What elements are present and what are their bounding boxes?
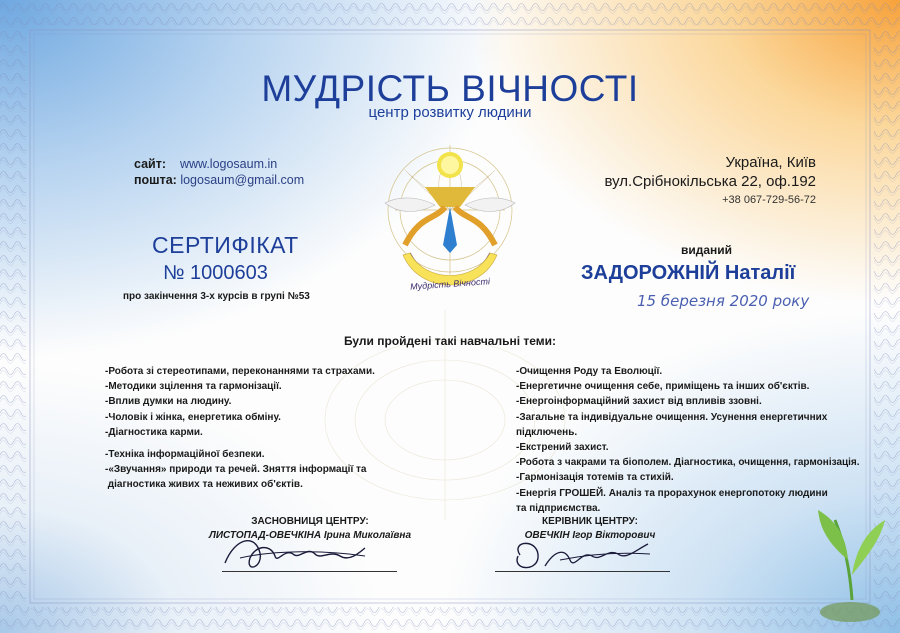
list-item: -Енергетичне очищення себе, приміщень та інших об'єктів.: [516, 381, 810, 393]
founder-role: ЗАСНОВНИЦЯ ЦЕНТРУ:: [251, 516, 369, 527]
director-role: КЕРІВНИК ЦЕНТРУ:: [542, 516, 638, 527]
mail-link[interactable]: logosaum@gmail.com: [180, 173, 305, 187]
topics-right-column: [516, 364, 860, 516]
issue-date: 15 березня 2020 року: [637, 292, 810, 310]
address-street: вул.Срібнокільська 22, оф.192: [604, 173, 816, 190]
list-item: -Робота з чакрами та біополем. Діагностика, очищення, гармонізація.: [516, 457, 860, 469]
issued-label: виданий: [681, 243, 733, 257]
list-item: -Чоловік і жінка, енергетика обміну.: [105, 411, 281, 423]
address-phone: +38 067-729-56-72: [722, 194, 816, 206]
mail-label: пошта:: [134, 173, 177, 187]
topics-heading: Були пройдені такі навчальні теми:: [343, 334, 557, 348]
site-label: сайт:: [134, 157, 167, 171]
certificate-number: № 1000603: [163, 262, 268, 284]
director-signature-line: [495, 571, 670, 572]
list-item: -Діагностика карми.: [105, 426, 203, 438]
director-signature-icon: [500, 530, 660, 580]
address-city: Україна, Київ: [725, 154, 816, 171]
address-block: [604, 153, 816, 210]
contact-block: [134, 156, 304, 188]
list-item: -Техніка інформаційної безпеки.: [105, 449, 265, 461]
list-item: підключень.: [516, 426, 578, 438]
founder-signature-line: [222, 571, 397, 572]
list-item: -Екстрений захист.: [516, 442, 609, 454]
list-item: та підприємства.: [516, 502, 601, 514]
recipient-name: ЗАДОРОЖНІЙ Наталії: [581, 262, 796, 284]
certificate-heading: СЕРТИФІКАТ: [152, 232, 299, 258]
course-text: про закінчення 3-х курсів в групі №53: [123, 291, 310, 302]
site-link[interactable]: www.logosaum.in: [179, 157, 278, 171]
list-item: -Енергоінформаційний захист від впливів ззовні.: [516, 396, 762, 408]
founder-name: ЛИСТОПАД-ОВЕЧКІНА Ірина Миколаївна: [208, 530, 412, 541]
list-item: -«Звучання» природи та речей. Зняття інформації та: [105, 464, 367, 476]
list-item: -Очищення Роду та Еволюції.: [516, 366, 663, 377]
list-item: -Робота зі стереотипами, переконаннями та страхами.: [105, 366, 375, 377]
list-item: -Гармонізація тотемів та стихій.: [516, 472, 674, 484]
list-item: діагностика живих та неживих об'єктів.: [105, 479, 303, 491]
list-item: -Методики зцілення та гармонізації.: [105, 381, 282, 393]
list-item: -Вплив думки на людину.: [105, 396, 232, 408]
sprout-icon: [818, 510, 885, 622]
director-name: ОВЕЧКІН Ігор Вікторович: [524, 530, 656, 541]
emblem-caption: Мудрість Вічності: [409, 276, 491, 292]
topics-left-column: [105, 364, 375, 493]
list-item: -Енергія ГРОШЕЙ. Аналіз та прорахунок енергопотоку людини: [516, 487, 828, 499]
center-subtitle: центр розвитку людини: [368, 104, 532, 121]
emblem-icon: [365, 135, 535, 300]
list-item: -Загальне та індивідуальне очищення. Усунення енергетичних: [516, 411, 828, 423]
center-title: МУДРІСТЬ ВІЧНОСТІ: [261, 68, 639, 109]
